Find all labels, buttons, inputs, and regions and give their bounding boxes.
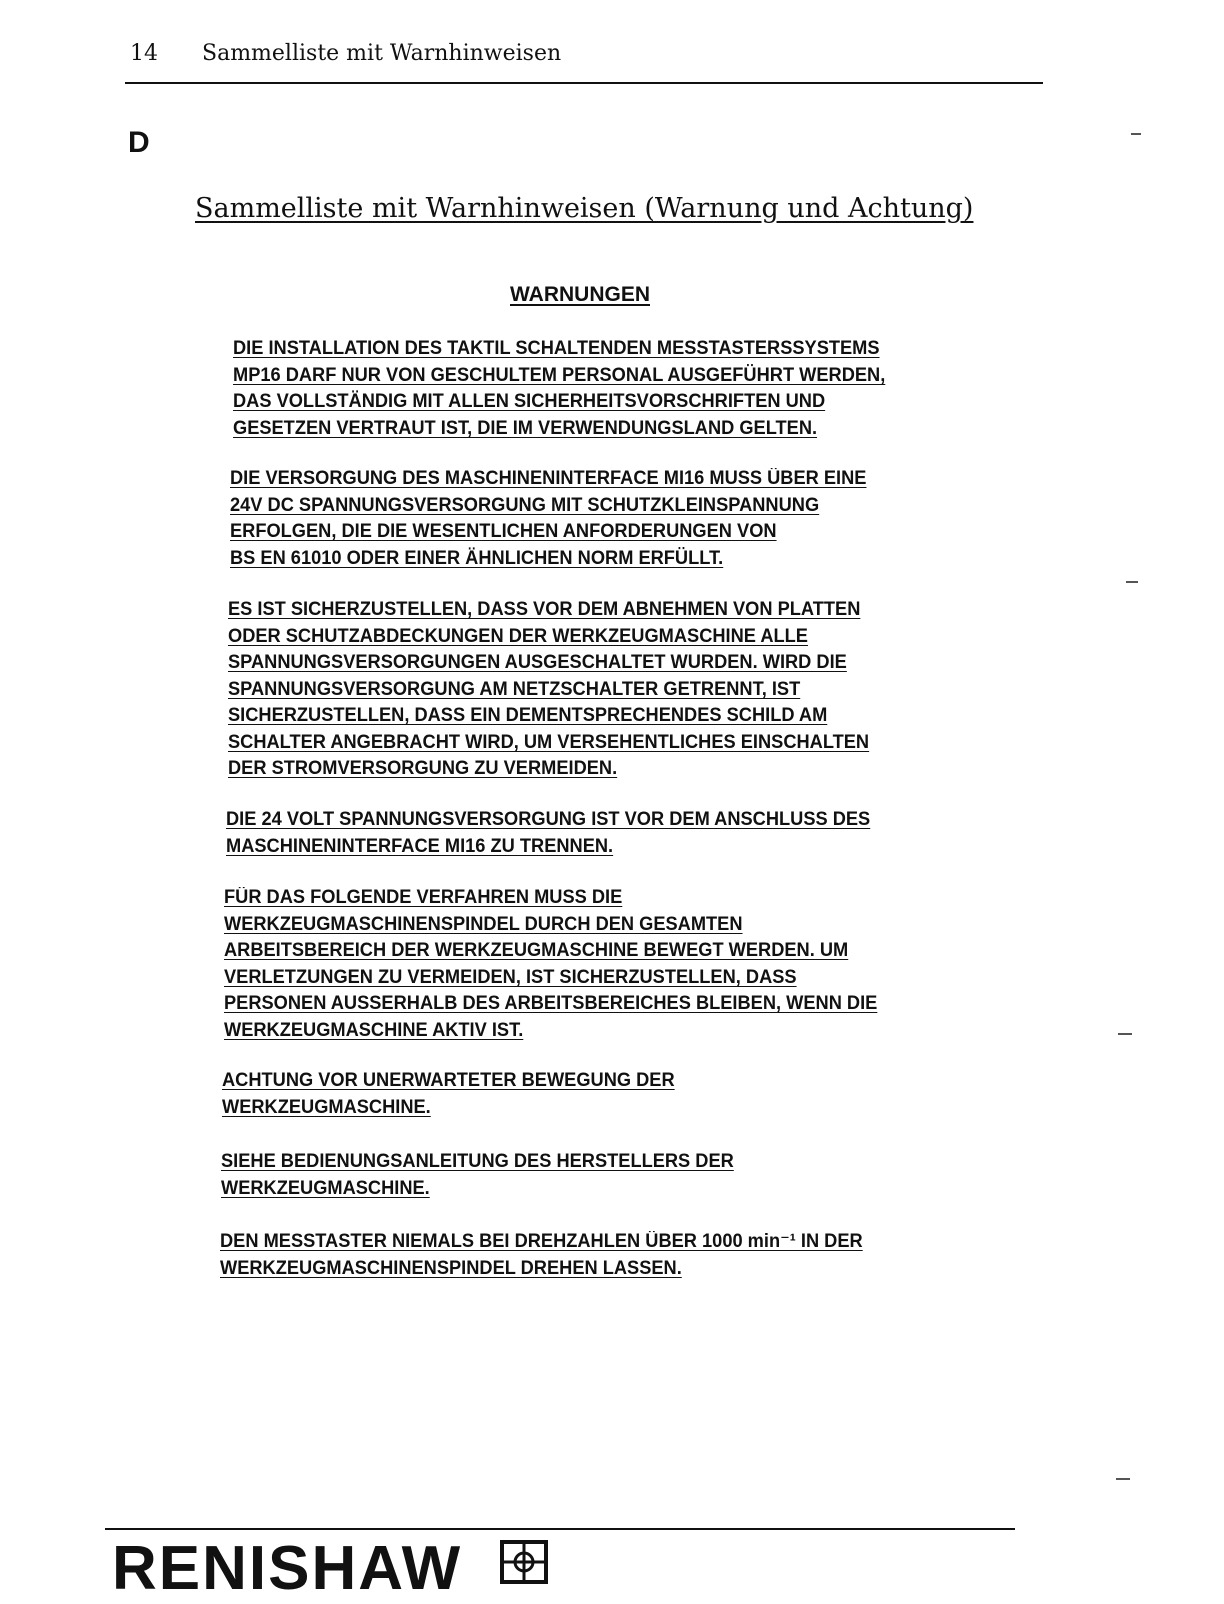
running-title: Sammelliste mit Warnhinweisen — [202, 41, 562, 66]
scan-mark — [1126, 581, 1138, 583]
warning-manufacturer-manual: SIEHE BEDIENUNGSANLEITUNG DES HERSTELLERS DER WERKZEUGMASCHINE. — [221, 1151, 734, 1199]
scan-mark — [1118, 1033, 1132, 1035]
warning-spindle-movement: FÜR DAS FOLGENDE VERFAHREN MUSS DIE WERKZEUGMASCHINENSPINDEL DURCH DEN GESAMTEN ARBEITSBEREICH DER WERKZEUGMASCHINE BEWEGT WERDEN. UM VERLETZUNGEN ZU VERMEIDEN, IST SICHERZUSTELLEN, DASS PERSONEN AUSSERHALB DES ARBEITSBEREICHES BLEIBEN, WENN DIE WERKZEUGMASCHINE AKTIV IST. — [224, 887, 878, 1041]
warning-max-speed: DEN MESSTASTER NIEMALS BEI DREHZAHLEN ÜBER 1000 min⁻¹ IN DER WERKZEUGMASCHINENSPINDEL DREHEN LASSEN. — [220, 1231, 863, 1279]
renishaw-logo: RENISHAW — [112, 1534, 463, 1603]
document-title: Sammelliste mit Warnhinweisen (Warnung und Achtung) — [195, 193, 974, 224]
warning-disconnect-power: ES IST SICHERZUSTELLEN, DASS VOR DEM ABNEHMEN VON PLATTEN ODER SCHUTZABDECKUNGEN DER WERKZEUGMASCHINE ALLE SPANNUNGSVERSORGUNGEN AUSGESCHALTET WURDEN. WIRD DIE SPANNUNGSVERSORGUNG AM NETZSCHALTER GETRENNT, IST SICHERZUSTELLEN, DASS EIN DEMENTSPRECHENDES SCHILD AM SCHALTER ANGEBRACHT WIRD, UM VERSEHENTLICHES EINSCHALTEN DER STROMVERSORGUNG ZU VERMEIDEN. — [228, 599, 870, 779]
page-number: 14 — [130, 41, 158, 66]
header-rule — [125, 82, 1043, 84]
warning-power-supply: DIE VERSORGUNG DES MASCHINENINTERFACE MI16 MUSS ÜBER EINE 24V DC SPANNUNGSVERSORGUNG MIT SCHUTZKLEINSPANNUNG ERFOLGEN, DIE DIE WESENTLICHEN ANFORDERUNGEN VON BS EN 61010 ODER EINER ÄHNLICHEN NORM ERFÜLLT. — [230, 468, 867, 569]
warning-unexpected-movement: ACHTUNG VOR UNERWARTETER BEWEGUNG DER WERKZEUGMASCHINE. — [222, 1070, 675, 1118]
warning-24v-isolation: DIE 24 VOLT SPANNUNGSVERSORGUNG IST VOR DEM ANSCHLUSS DES MASCHINENINTERFACE MI16 ZU TRENNEN. — [226, 809, 871, 857]
scan-mark — [1116, 1478, 1130, 1480]
language-code: D — [128, 126, 150, 159]
warning-installation: DIE INSTALLATION DES TAKTIL SCHALTENDEN MESSTASTERSSYSTEMS MP16 DARF NUR VON GESCHULTEM PERSONAL AUSGEFÜHRT WERDEN, DAS VOLLSTÄNDIG MIT ALLEN SICHERHEITSVORSCHRIFTEN UND GESETZEN VERTRAUT IST, DIE IM VERWENDUNGSLAND GELTEN. — [233, 338, 886, 439]
renishaw-symbol-icon — [500, 1540, 550, 1584]
scan-mark — [1131, 133, 1141, 135]
section-heading: WARNUNGEN — [510, 283, 650, 306]
footer-rule — [105, 1528, 1015, 1530]
running-header — [130, 38, 1042, 70]
